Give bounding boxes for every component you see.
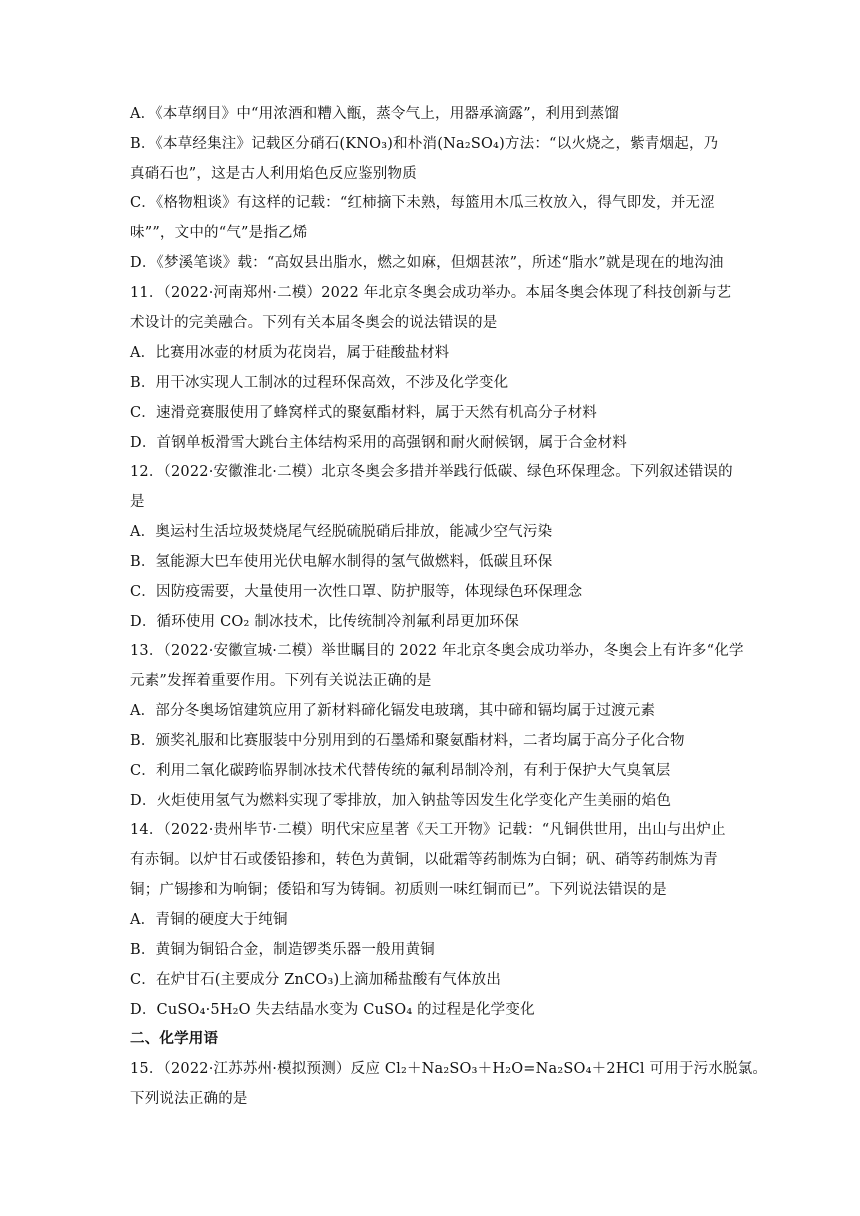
option-a-q14: A．青铜的硬度大于纯铜 (130, 912, 288, 928)
option-c-q14: C．在炉甘石(主要成分 ZnCO₃)上滴加稀盐酸有气体放出 (130, 972, 502, 988)
option-a-q13: A．部分冬奥场馆建筑应用了新材料碲化镉发电玻璃，其中碲和镉均属于过渡元素 (130, 703, 656, 719)
option-b-q14: B．黄铜为铜铅合金，制造锣类乐器一般用黄铜 (130, 942, 435, 958)
question-12: 12．（2022·安徽淮北·二模）北京冬奥会多措并举践行低碳、绿色环保理念。下列叙述错误的 (130, 464, 733, 480)
option-c-q11: C．速滑竞赛服使用了蜂窝样式的聚氨酯材料，属于天然有机高分子材料 (130, 405, 597, 421)
question-14-cont-1: 有赤铜。以炉甘石或倭铅掺和，转色为黄铜，以砒霜等药制炼为白铜；矾、硝等药制炼为青 (130, 852, 718, 868)
option-b-q13: B．颁奖礼服和比赛服装中分别用到的石墨烯和聚氨酯材料，二者均属于高分子化合物 (130, 733, 685, 749)
question-13-cont: 元素”发挥着重要作用。下列有关说法正确的是 (130, 673, 432, 689)
option-a-q11: A．比赛用冰壶的材质为花岗岩，属于硅酸盐材料 (130, 345, 450, 361)
option-c-q12: C．因防疫需要，大量使用一次性口罩、防护服等，体现绿色环保理念 (130, 584, 583, 600)
option-c-q10: C．《格物粗谈》有这样的记载：“红柿摘下未熟，每篮用木瓜三枚放入，得气即发，并无涩 (130, 195, 715, 211)
option-d-q10: D．《梦溪笔谈》载：“高奴县出脂水，燃之如麻，但烟甚浓”，所述“脂水”就是现在的地沟油 (130, 255, 724, 271)
option-b-q12: B．氢能源大巴车使用光伏电解水制得的氢气做燃料，低碳且环保 (130, 554, 553, 570)
option-b-q10-cont: 真硝石也”，这是古人利用焰色反应鉴别物质 (130, 166, 417, 182)
question-14-cont-2: 铜；广锡掺和为响铜；倭铅和写为铸铜。初质则一味红铜而已”。下列说法错误的是 (130, 882, 667, 898)
option-b-q10: B．《本草经集注》记载区分硝石(KNO₃)和朴消(Na₂SO₄)方法：“以火烧之，紫青烟起，乃 (130, 136, 719, 152)
question-11: 11．（2022·河南郑州·二模）2022 年北京冬奥会成功举办。本届冬奥会体现了科技创新与艺 (130, 285, 732, 301)
option-d-q11: D．首钢单板滑雪大跳台主体结构采用的高强钢和耐火耐候钢，属于合金材料 (130, 435, 627, 451)
option-c-q13: C．利用二氧化碳跨临界制冰技术代替传统的氟利昂制冷剂，有利于保护大气臭氧层 (130, 763, 671, 779)
option-a-q12: A．奥运村生活垃圾焚烧尾气经脱硫脱硝后排放，能减少空气污染 (130, 524, 553, 540)
question-15: 15．（2022·江苏苏州·模拟预测）反应 Cl₂＋Na₂SO₃＋H₂O=Na₂SO₄＋2HCl 可用于污水脱氯。 (130, 1061, 768, 1077)
option-a-q10: A．《本草纲目》中“用浓酒和糟入甑，蒸令气上，用器承滴露”，利用到蒸馏 (130, 106, 620, 122)
question-11-cont: 术设计的完美融合。下列有关本届冬奥会的说法错误的是 (130, 315, 498, 331)
question-12-cont: 是 (130, 494, 145, 510)
option-b-q11: B．用干冰实现人工制冰的过程环保高效，不涉及化学变化 (130, 375, 509, 391)
question-15-cont: 下列说法正确的是 (130, 1091, 248, 1107)
option-d-q13: D．火炬使用氢气为燃料实现了零排放，加入钠盐等因发生化学变化产生美丽的焰色 (130, 793, 672, 809)
option-d-q14: D．CuSO₄·5H₂O 失去结晶水变为 CuSO₄ 的过程是化学变化 (130, 1002, 535, 1018)
question-13: 13．（2022·安徽宣城·二模）举世瞩目的 2022 年北京冬奥会成功举办，冬奥会上有许多“化学 (130, 643, 744, 659)
section-heading: 二、化学用语 (130, 1030, 219, 1047)
option-d-q12: D．循环使用 CO₂ 制冰技术，比传统制冷剂氟利昂更加环保 (130, 614, 519, 630)
question-14: 14．（2022·贵州毕节·二模）明代宋应星著《天工开物》记载：“凡铜供世用，出山与出炉止 (130, 822, 726, 838)
option-c-q10-cont: 味””，文中的“气”是指乙烯 (130, 225, 308, 241)
